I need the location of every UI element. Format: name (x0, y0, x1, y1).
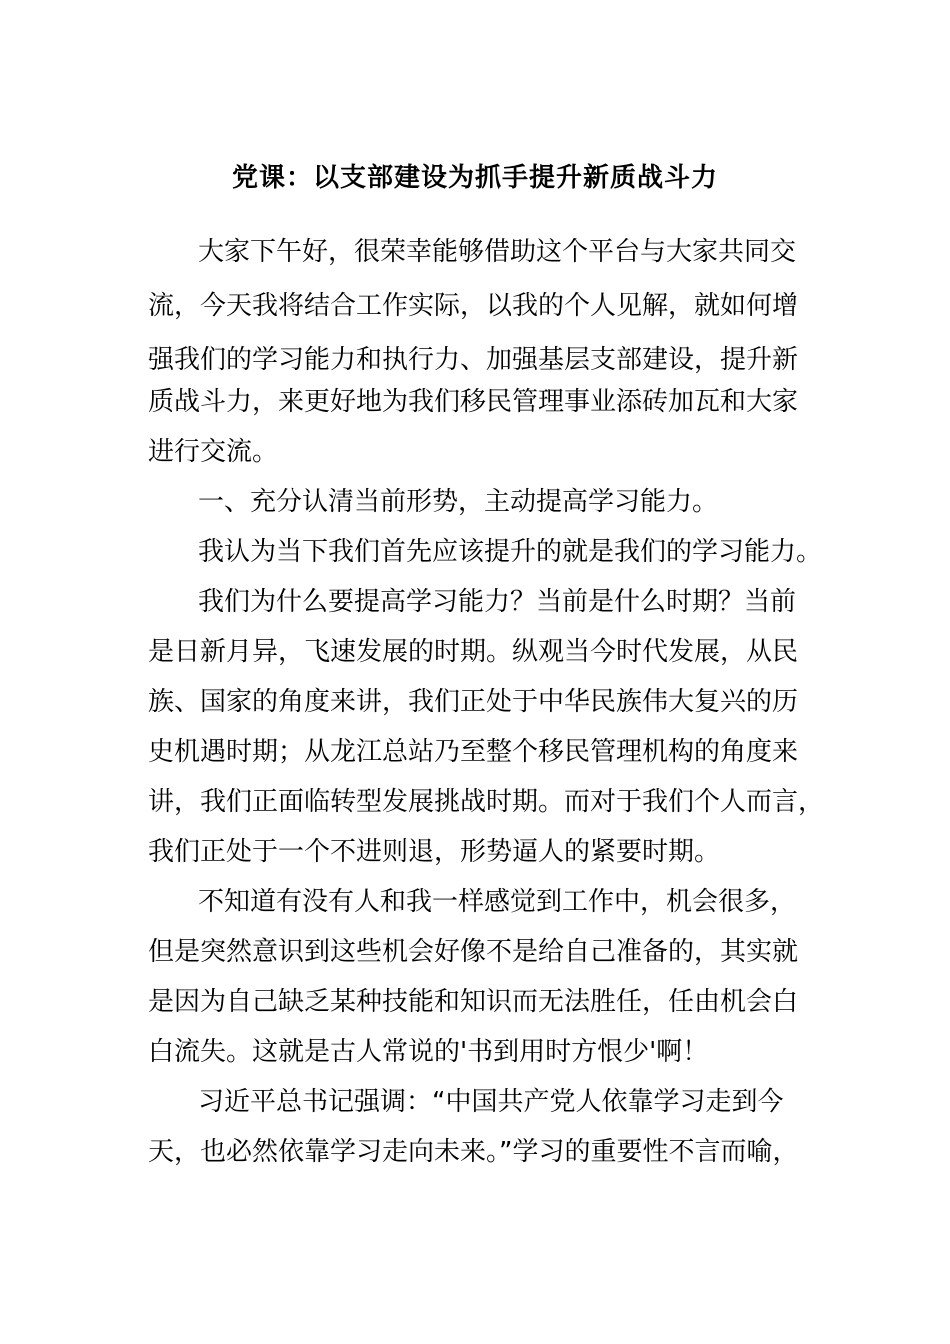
document-title: 党课：以支部建设为抓手提升新质战斗力 (231, 163, 718, 193)
paragraph-line: 习近平总书记强调：“中国共产党人依靠学习走到今 (198, 1087, 784, 1117)
paragraph-line: 白流失。这就是古人常说的'书到用时方恨少'啊！ (148, 1037, 709, 1067)
paragraph-line: 我们正处于一个不进则退，形势逼人的紧要时期。 (148, 837, 721, 867)
paragraph-line: 进行交流。 (148, 437, 279, 467)
paragraph-line: 质战斗力，来更好地为我们移民管理事业添砖加瓦和大家 (148, 387, 799, 417)
paragraph-line: 族、国家的角度来讲，我们正处于中华民族伟大复兴的历 (148, 687, 799, 717)
paragraph-line: 大家下午好，很荣幸能够借助这个平台与大家共同交 (198, 237, 797, 267)
paragraph-line: 我认为当下我们首先应该提升的就是我们的学习能力。 (198, 537, 823, 567)
paragraph-line: 但是突然意识到这些机会好像不是给自己准备的，其实就 (148, 937, 799, 967)
paragraph-line: 我们为什么要提高学习能力？当前是什么时期？当前 (198, 587, 797, 617)
paragraph-line: 是日新月异，飞速发展的时期。纵观当今时代发展，从民 (148, 637, 799, 667)
paragraph-line: 强我们的学习能力和执行力、加强基层支部建设，提升新 (148, 345, 799, 375)
section-heading: 一、充分认清当前形势，主动提高学习能力。 (198, 487, 719, 517)
paragraph-line: 是因为自己缺乏某种技能和知识而无法胜任，任由机会白 (148, 987, 799, 1017)
paragraph-line: 讲，我们正面临转型发展挑战时期。而对于我们个人而言， (148, 787, 825, 817)
paragraph-line: 史机遇时期；从龙江总站乃至整个移民管理机构的角度来 (148, 737, 799, 767)
paragraph-line: 不知道有没有人和我一样感觉到工作中，机会很多， (198, 887, 797, 917)
paragraph-line: 流，今天我将结合工作实际，以我的个人见解，就如何增 (148, 291, 799, 321)
paragraph-line: 天，也必然依靠学习走向未来。”学习的重要性不言而喻， (148, 1137, 799, 1167)
